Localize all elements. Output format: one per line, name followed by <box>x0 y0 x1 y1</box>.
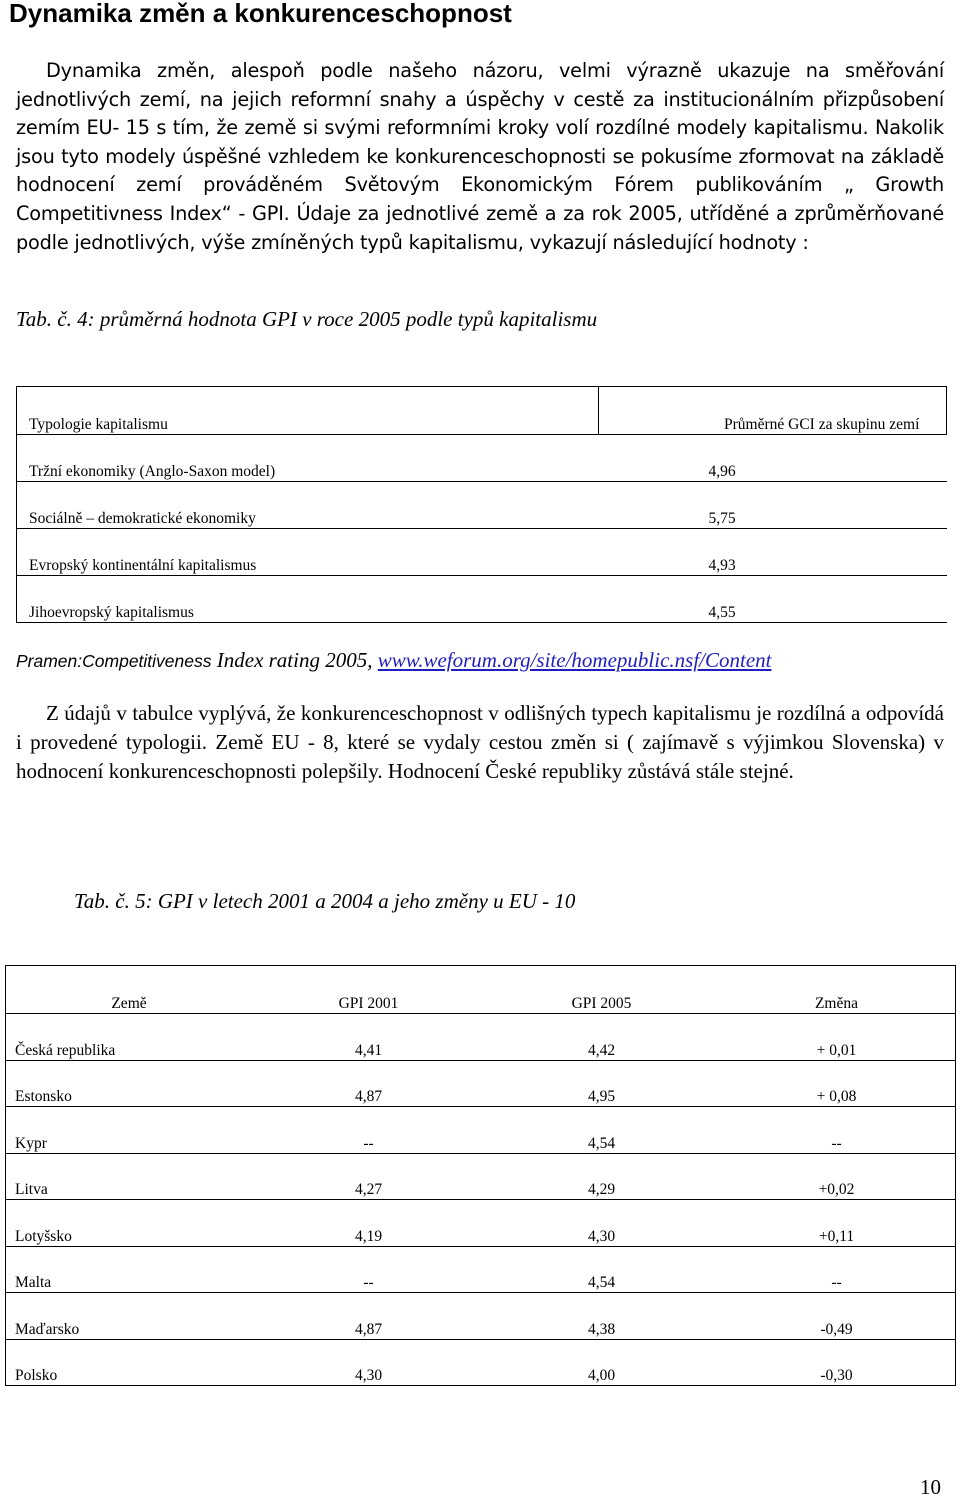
cell-country: Maďarsko <box>6 1293 253 1340</box>
cell-gpi-2001: 4,87 <box>252 1293 485 1340</box>
cell-country: Malta <box>6 1246 253 1293</box>
cell-value: 4,96 <box>599 435 947 482</box>
cell-country: Česká republika <box>6 1014 253 1061</box>
cell-country: Lotyšsko <box>6 1200 253 1247</box>
cell-change: +0,11 <box>718 1200 956 1247</box>
cell-country: Polsko <box>6 1339 253 1386</box>
cell-type: Evropský kontinentální kapitalismus <box>17 529 599 576</box>
cell-country: Litva <box>6 1153 253 1200</box>
cell-change: -- <box>718 1246 956 1293</box>
header-gpi-2005: GPI 2005 <box>485 966 718 1014</box>
table-row <box>6 1107 956 1154</box>
capitalism-types-table <box>16 386 947 623</box>
cell-change: -- <box>718 1107 956 1154</box>
source-text: Index rating 2005, <box>211 648 378 672</box>
cell-gpi-2001: 4,30 <box>252 1339 485 1386</box>
cell-gpi-2001: 4,27 <box>252 1153 485 1200</box>
page-number: 10 <box>920 1475 941 1499</box>
cell-change: -0,30 <box>718 1339 956 1386</box>
table-row <box>6 1293 956 1340</box>
section-heading: Dynamika změn a konkurenceschopnost <box>9 0 512 28</box>
table-row <box>6 1014 956 1061</box>
header-gpi-2001: GPI 2001 <box>252 966 485 1014</box>
cell-gpi-2001: 4,41 <box>252 1014 485 1061</box>
intro-paragraph: Dynamika změn, alespoň podle našeho názoru, velmi výrazně ukazuje na směřování jednotlivých zemí, na jejich reformní snahy a úspěchy v cestě za institucionálním přizpůsobení zemím EU- 15 s tím, že země si svými reformními kroky volí rozdílné modely kapitalismu. Nakolik jsou tyto modely úspěšné vzhledem ke konkurenceschopnosti se pokusíme zformovat na základě hodnocení zemí prováděném Světovým Ekonomickým Fórem publikováním „ Growth Competitivness Index“ - GPI. Údaje za jednotlivé země a za rok 2005, utříděné a zprůměrňované podle jednotlivých, výše zmíněných typů kapitalismu, vykazují následující hodnoty : <box>16 59 944 254</box>
gpi-changes-table <box>5 965 956 1386</box>
cell-gpi-2005: 4,38 <box>485 1293 718 1340</box>
cell-country: Kypr <box>6 1107 253 1154</box>
cell-type: Tržní ekonomiky (Anglo-Saxon model) <box>17 435 599 482</box>
cell-change: +0,02 <box>718 1153 956 1200</box>
table-row <box>6 1339 956 1386</box>
table-row <box>17 529 947 576</box>
cell-gpi-2005: 4,42 <box>485 1014 718 1061</box>
cell-value: 4,55 <box>599 576 947 623</box>
cell-change: -0,49 <box>718 1293 956 1340</box>
cell-gpi-2005: 4,95 <box>485 1060 718 1107</box>
cell-value: 5,75 <box>599 482 947 529</box>
cell-type: Jihoevropský kapitalismus <box>17 576 599 623</box>
cell-gpi-2005: 4,00 <box>485 1339 718 1386</box>
cell-value: 4,93 <box>599 529 947 576</box>
conclusion-paragraph: Z údajů v tabulce vyplývá, že konkurenceschopnost v odlišných typech kapitalismu je rozdílná a odpovídá i provedené typologii. Země EU - 8, které se vydaly cestou změn si ( zajímavě s výjimkou Slovenska) v hodnocení konkurenceschopnosti polepšily. Hodnocení České republiky zůstává stále stejné. <box>16 701 944 783</box>
cell-gpi-2005: 4,30 <box>485 1200 718 1247</box>
table-row <box>17 435 947 482</box>
table-header-row <box>17 387 947 435</box>
table-row <box>6 1246 956 1293</box>
table-row <box>6 1060 956 1107</box>
header-typology: Typologie kapitalismu <box>17 387 599 435</box>
cell-gpi-2001: 4,19 <box>252 1200 485 1247</box>
cell-change: + 0,01 <box>718 1014 956 1061</box>
table-row <box>17 576 947 623</box>
table1-caption: Tab. č. 4: průměrná hodnota GPI v roce 2005 podle typů kapitalismu <box>16 307 598 331</box>
cell-gpi-2005: 4,54 <box>485 1107 718 1154</box>
table-row <box>6 1200 956 1247</box>
source-link[interactable]: www.weforum.org/site/homepublic.nsf/Content <box>377 648 772 672</box>
cell-gpi-2001: -- <box>252 1107 485 1154</box>
header-average-gci: Průměrné GCI za skupinu zemí <box>599 387 947 435</box>
cell-gpi-2001: 4,87 <box>252 1060 485 1107</box>
cell-country: Estonsko <box>6 1060 253 1107</box>
source-label: Pramen:Competitiveness <box>16 651 212 671</box>
cell-gpi-2001: -- <box>252 1246 485 1293</box>
cell-gpi-2005: 4,29 <box>485 1153 718 1200</box>
table-header-row <box>6 966 956 1014</box>
table-row <box>17 482 947 529</box>
table2-caption: Tab. č. 5: GPI v letech 2001 a 2004 a jeho změny u EU - 10 <box>74 889 576 913</box>
source-note <box>16 647 771 674</box>
header-country: Země <box>6 966 253 1014</box>
cell-change: + 0,08 <box>718 1060 956 1107</box>
header-change: Změna <box>718 966 956 1014</box>
cell-type: Sociálně – demokratické ekonomiky <box>17 482 599 529</box>
table-row <box>6 1153 956 1200</box>
cell-gpi-2005: 4,54 <box>485 1246 718 1293</box>
